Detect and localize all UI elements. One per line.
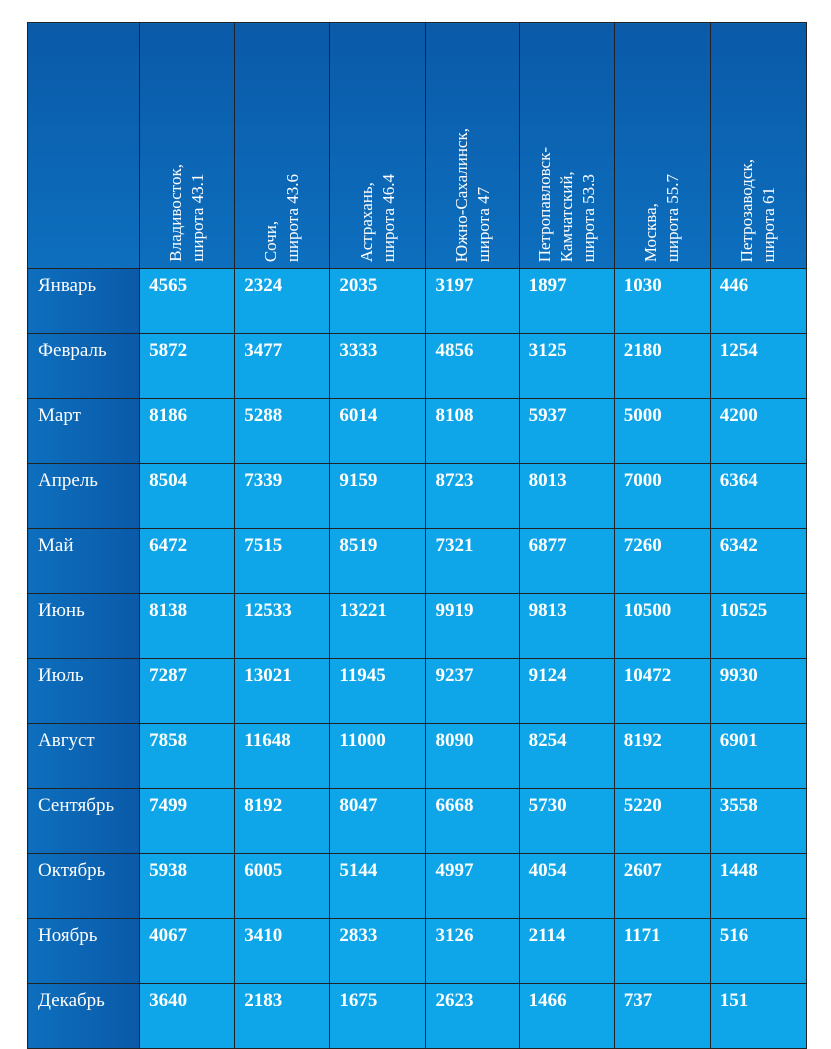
table-row <box>28 269 807 334</box>
table-cell: 3197 <box>426 269 519 334</box>
table-cell: 1897 <box>519 269 614 334</box>
table-cell: 3333 <box>330 334 426 399</box>
column-header-label: Петропавловск- Камчатский, широта 53.3 <box>534 146 598 262</box>
row-month-label: Февраль <box>28 334 140 399</box>
column-header <box>140 23 235 269</box>
table-cell: 9124 <box>519 659 614 724</box>
table-cell: 4067 <box>140 919 235 984</box>
column-header <box>235 23 330 269</box>
table-cell: 9930 <box>710 659 806 724</box>
table-cell: 5000 <box>614 399 710 464</box>
table-row <box>28 529 807 594</box>
table-cell: 8108 <box>426 399 519 464</box>
row-month-label: Ноябрь <box>28 919 140 984</box>
table-cell: 9159 <box>330 464 426 529</box>
table-cell: 7339 <box>235 464 330 529</box>
table-cell: 8723 <box>426 464 519 529</box>
table-cell: 2035 <box>330 269 426 334</box>
table-cell: 8192 <box>235 789 330 854</box>
table-row <box>28 399 807 464</box>
table-cell: 12533 <box>235 594 330 659</box>
table-cell: 6668 <box>426 789 519 854</box>
column-header <box>519 23 614 269</box>
table-cell: 5220 <box>614 789 710 854</box>
table-cell: 10500 <box>614 594 710 659</box>
table-cell: 3640 <box>140 984 235 1049</box>
table-cell: 10525 <box>710 594 806 659</box>
table-cell: 7321 <box>426 529 519 594</box>
table-cell: 9919 <box>426 594 519 659</box>
column-header-label: Сочи, широта 43.6 <box>261 173 303 262</box>
table-cell: 3477 <box>235 334 330 399</box>
row-month-label: Январь <box>28 269 140 334</box>
table-row <box>28 984 807 1049</box>
table-cell: 5144 <box>330 854 426 919</box>
table-cell: 5938 <box>140 854 235 919</box>
table-cell: 2324 <box>235 269 330 334</box>
table-cell: 1030 <box>614 269 710 334</box>
row-month-label: Март <box>28 399 140 464</box>
column-header-label: Петрозаводск, широта 61 <box>737 158 779 262</box>
table-cell: 11000 <box>330 724 426 789</box>
table-cell: 1448 <box>710 854 806 919</box>
table-cell: 1171 <box>614 919 710 984</box>
corner-cell <box>28 23 140 269</box>
table-cell: 13221 <box>330 594 426 659</box>
table-row <box>28 919 807 984</box>
table-cell: 4200 <box>710 399 806 464</box>
table-cell: 4565 <box>140 269 235 334</box>
column-header <box>426 23 519 269</box>
row-month-label: Декабрь <box>28 984 140 1049</box>
table-cell: 6005 <box>235 854 330 919</box>
table-cell: 3558 <box>710 789 806 854</box>
table-row <box>28 789 807 854</box>
table-cell: 7287 <box>140 659 235 724</box>
table-cell: 9237 <box>426 659 519 724</box>
table-cell: 7000 <box>614 464 710 529</box>
column-header-label: Владивосток, широта 43.1 <box>166 164 208 262</box>
column-header <box>330 23 426 269</box>
table-row <box>28 659 807 724</box>
table-cell: 4856 <box>426 334 519 399</box>
table-cell: 8186 <box>140 399 235 464</box>
table-cell: 11648 <box>235 724 330 789</box>
table-row <box>28 854 807 919</box>
header-row <box>28 23 807 269</box>
table-cell: 1466 <box>519 984 614 1049</box>
row-month-label: Июль <box>28 659 140 724</box>
table-cell: 1675 <box>330 984 426 1049</box>
table-cell: 8192 <box>614 724 710 789</box>
table-cell: 8254 <box>519 724 614 789</box>
table-cell: 6014 <box>330 399 426 464</box>
column-header-label: Москва, широта 55.7 <box>641 173 683 262</box>
table-cell: 3410 <box>235 919 330 984</box>
table-cell: 737 <box>614 984 710 1049</box>
table-cell: 1254 <box>710 334 806 399</box>
row-month-label: Май <box>28 529 140 594</box>
table-cell: 5872 <box>140 334 235 399</box>
table-cell: 6901 <box>710 724 806 789</box>
table-row <box>28 724 807 789</box>
row-month-label: Октябрь <box>28 854 140 919</box>
table-cell: 2114 <box>519 919 614 984</box>
table-cell: 11945 <box>330 659 426 724</box>
table-cell: 8519 <box>330 529 426 594</box>
column-header-label: Южно-Сахалинск, широта 47 <box>451 127 493 262</box>
row-month-label: Июнь <box>28 594 140 659</box>
table-cell: 4997 <box>426 854 519 919</box>
table-cell: 9813 <box>519 594 614 659</box>
table-row <box>28 334 807 399</box>
table-cell: 2623 <box>426 984 519 1049</box>
data-table <box>27 22 807 1049</box>
column-header <box>614 23 710 269</box>
table-cell: 6342 <box>710 529 806 594</box>
table-cell: 2607 <box>614 854 710 919</box>
table-cell: 2183 <box>235 984 330 1049</box>
table-cell: 5730 <box>519 789 614 854</box>
table-cell: 13021 <box>235 659 330 724</box>
table-cell: 10472 <box>614 659 710 724</box>
row-month-label: Август <box>28 724 140 789</box>
table-cell: 446 <box>710 269 806 334</box>
table-cell: 2180 <box>614 334 710 399</box>
table-cell: 8138 <box>140 594 235 659</box>
table-cell: 6877 <box>519 529 614 594</box>
table-cell: 7260 <box>614 529 710 594</box>
column-header-label: Астрахань, широта 46.4 <box>356 173 398 262</box>
row-month-label: Сентябрь <box>28 789 140 854</box>
table-cell: 8504 <box>140 464 235 529</box>
table-cell: 7499 <box>140 789 235 854</box>
table-cell: 8013 <box>519 464 614 529</box>
table-cell: 8047 <box>330 789 426 854</box>
table-cell: 3125 <box>519 334 614 399</box>
column-header <box>710 23 806 269</box>
table-cell: 7858 <box>140 724 235 789</box>
table-cell: 6472 <box>140 529 235 594</box>
table-cell: 4054 <box>519 854 614 919</box>
table-cell: 5937 <box>519 399 614 464</box>
table-cell: 516 <box>710 919 806 984</box>
table-body <box>28 269 807 1049</box>
table-cell: 8090 <box>426 724 519 789</box>
table-cell: 3126 <box>426 919 519 984</box>
table-cell: 5288 <box>235 399 330 464</box>
row-month-label: Апрель <box>28 464 140 529</box>
table-cell: 7515 <box>235 529 330 594</box>
table-row <box>28 464 807 529</box>
table-cell: 6364 <box>710 464 806 529</box>
table-cell: 151 <box>710 984 806 1049</box>
table-row <box>28 594 807 659</box>
table-cell: 2833 <box>330 919 426 984</box>
